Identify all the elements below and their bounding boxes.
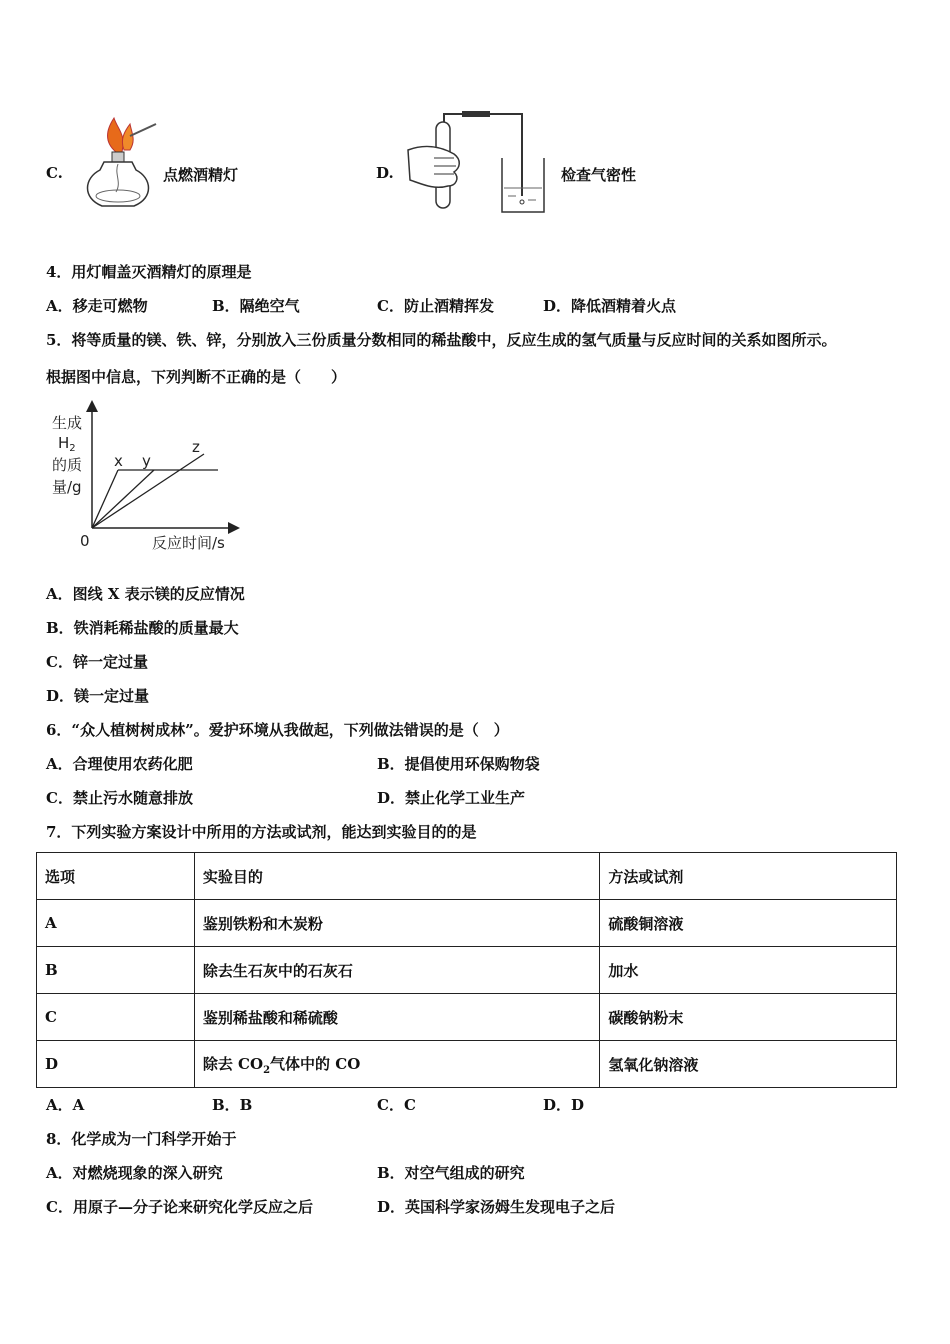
table-header-row xyxy=(37,853,897,900)
q6-option-b: B．提倡使用环保购物袋 xyxy=(377,755,540,773)
q4-option-d: D．降低酒精着火点 xyxy=(543,297,677,315)
q4-option-b: B．隔绝空气 xyxy=(212,297,300,315)
graph-ylabel-4: 量/g xyxy=(52,478,82,496)
q6-option-d: D．禁止化学工业生产 xyxy=(377,789,526,807)
alcohol-lamp-lighting-illustration xyxy=(74,112,164,212)
table-row xyxy=(37,1041,897,1088)
row-a-method: 硫酸铜溶液 xyxy=(600,900,897,947)
q7-option-a: A．A xyxy=(46,1096,85,1114)
q8-stem: 8．化学成为一门科学开始于 xyxy=(46,1130,237,1148)
row-d-option: D xyxy=(37,1041,195,1088)
q3-option-c-letter: C. xyxy=(46,164,63,182)
header-method: 方法或试剂 xyxy=(600,853,897,900)
q7-stem: 7．下列实验方案设计中所用的方法或试剂，能达到实验目的的是 xyxy=(46,823,477,841)
curve-x-label: x xyxy=(114,452,123,470)
table-row xyxy=(37,900,897,947)
q4-option-c: C．防止酒精挥发 xyxy=(377,297,494,315)
q7-option-c: C．C xyxy=(377,1096,416,1114)
q7-experiment-table xyxy=(36,852,897,1088)
q5-option-b: B．铁消耗稀盐酸的质量最大 xyxy=(46,619,239,637)
row-c-purpose: 鉴别稀盐酸和稀硫酸 xyxy=(194,994,600,1041)
q3-option-d-text: 检查气密性 xyxy=(561,166,637,184)
curve-z-label: z xyxy=(192,438,200,456)
row-d-purpose: 除去 $CO_2$气体中的 CO xyxy=(194,1041,600,1088)
q8-option-c: C．用原子—分子论来研究化学反应之后 xyxy=(46,1198,313,1216)
table-row xyxy=(37,947,897,994)
q5-stem-line1: 5．将等质量的镁、铁、锌，分别放入三份质量分数相同的稀盐酸中，反应生成的氢气质量与反应时间的关系如图所示。 xyxy=(46,331,837,349)
q8-option-d: D．英国科学家汤姆生发现电子之后 xyxy=(377,1198,616,1216)
row-a-option: A xyxy=(37,900,195,947)
table-row xyxy=(37,994,897,1041)
q8-option-b: B．对空气组成的研究 xyxy=(377,1164,525,1182)
q6-option-a: A．合理使用农药化肥 xyxy=(46,755,193,773)
row-d-method: 氢氧化钠溶液 xyxy=(600,1041,897,1088)
q7-option-d: D．D xyxy=(543,1096,585,1114)
q7-option-b: B．B xyxy=(212,1096,253,1114)
q6-stem: 6．“众人植树树成林”。爱护环境从我做起，下列做法错误的是（ ） xyxy=(46,721,509,739)
row-c-method: 碳酸钠粉末 xyxy=(600,994,897,1041)
header-purpose: 实验目的 xyxy=(194,853,600,900)
q3-option-c-text: 点燃酒精灯 xyxy=(163,166,239,184)
graph-ylabel-3: 的质 xyxy=(52,456,83,474)
header-option: 选项 xyxy=(37,853,195,900)
graph-ylabel-1: 生成 xyxy=(52,414,83,432)
row-b-option: B xyxy=(37,947,195,994)
graph-xlabel: 反应时间/s xyxy=(152,534,225,552)
q4-stem: 4．用灯帽盖灭酒精灯的原理是 xyxy=(46,263,252,281)
row-b-purpose: 除去生石灰中的石灰石 xyxy=(194,947,600,994)
curve-y-label: y xyxy=(142,452,151,470)
q5-option-c: C．锌一定过量 xyxy=(46,653,148,671)
q6-option-c: C．禁止污水随意排放 xyxy=(46,789,193,807)
q8-option-a: A．对燃烧现象的深入研究 xyxy=(46,1164,223,1182)
hydrogen-mass-time-graph xyxy=(44,400,244,558)
airtightness-check-illustration xyxy=(404,108,554,216)
curve-y-line xyxy=(92,470,154,528)
row-a-purpose: 鉴别铁粉和木炭粉 xyxy=(194,900,600,947)
graph-origin: 0 xyxy=(80,532,90,550)
graph-ylabel-2: $H_2$ xyxy=(58,434,76,454)
q5-stem-line2: 根据图中信息，下列判断不正确的是（ ） xyxy=(46,368,347,386)
q5-option-d: D．镁一定过量 xyxy=(46,687,150,705)
row-b-method: 加水 xyxy=(600,947,897,994)
q3-option-d-letter: D. xyxy=(376,164,394,182)
row-c-option: C xyxy=(37,994,195,1041)
q4-option-a: A．移走可燃物 xyxy=(46,297,148,315)
q5-option-a: A．图线 X 表示镁的反应情况 xyxy=(46,585,245,603)
